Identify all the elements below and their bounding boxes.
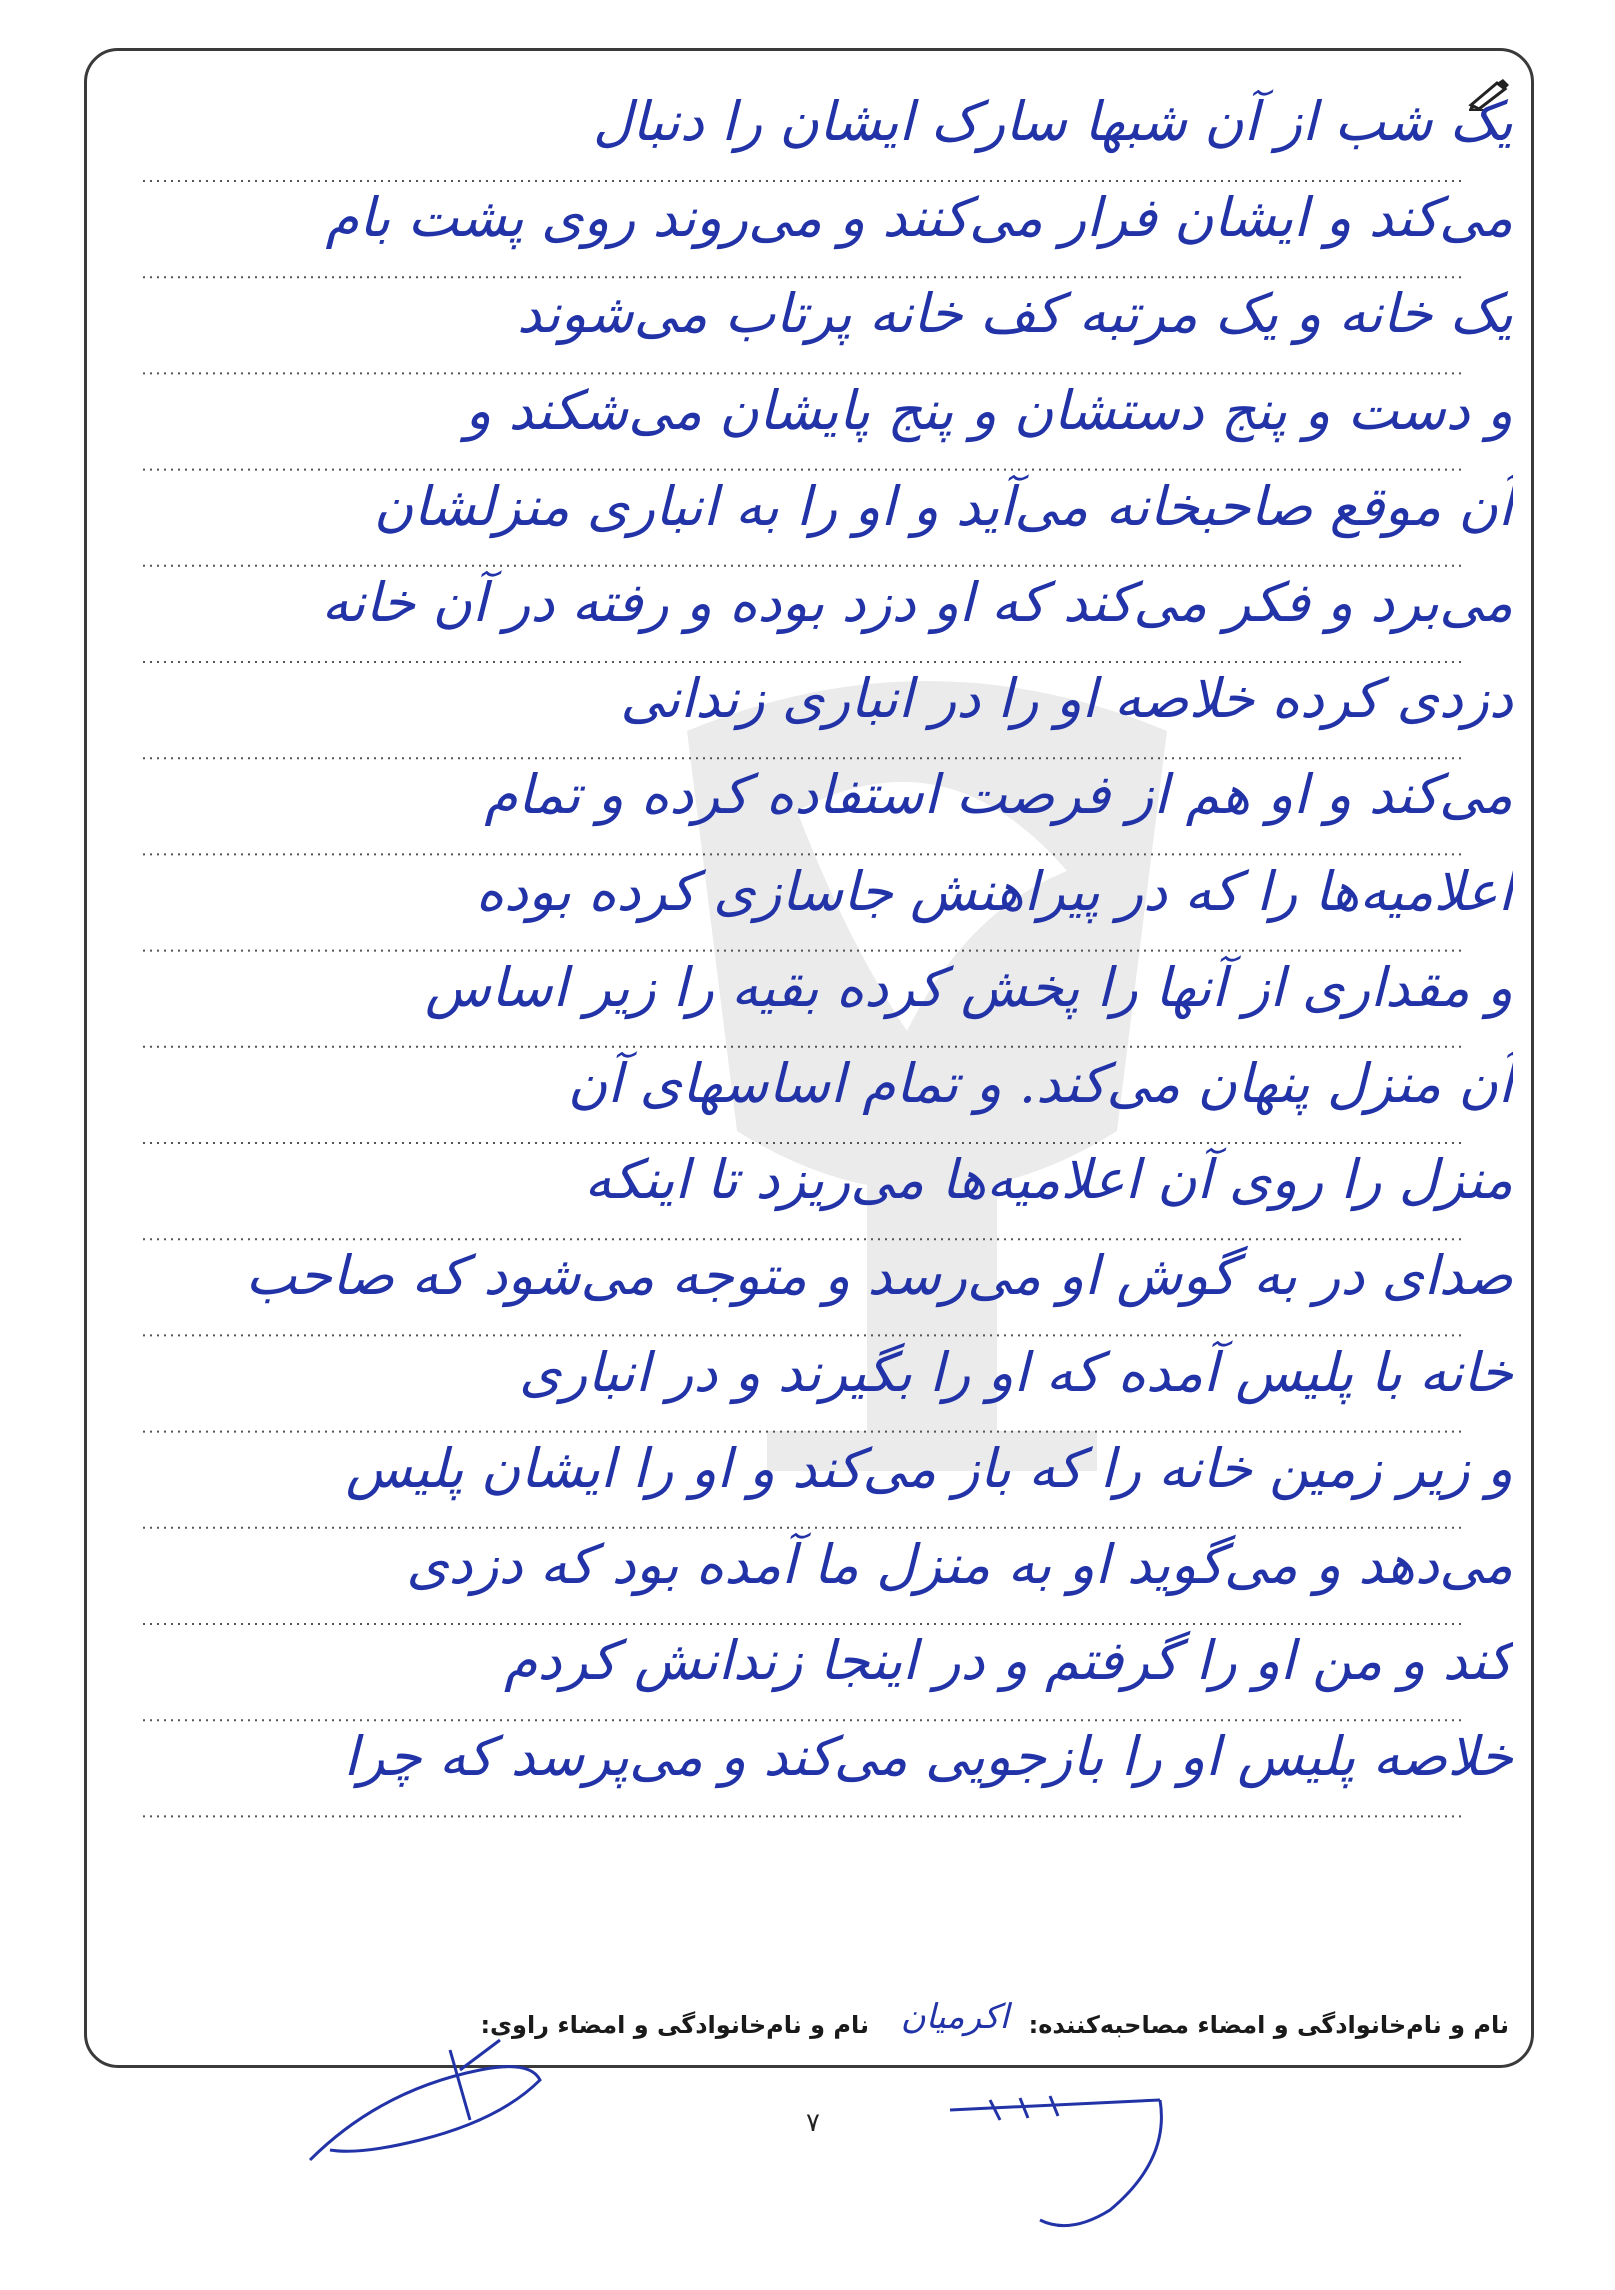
handwritten-line: می‌کند و ایشان فرار می‌کنند و می‌روند روی پشت بام <box>325 186 1513 250</box>
handwritten-line: دزدی کرده خلاصه او را در انباری زندانی <box>620 667 1513 731</box>
interviewer-name-label: نام و نام‌خانوادگی و امضاء مصاحبه‌کننده: <box>1028 2011 1509 2039</box>
form-frame <box>84 48 1534 2068</box>
handwritten-line: و زیر زمین خانه را که باز می‌کند و او را ایشان پلیس <box>345 1436 1513 1500</box>
handwritten-line: کند و من او را گرفتم و در اینجا زندانش کردم <box>504 1629 1513 1693</box>
narrator-name-label: نام و نام‌خانوادگی و امضاء راوی: <box>480 2011 869 2039</box>
handwritten-line: می‌کند و او هم از فرصت استفاده کرده و تمام <box>484 763 1513 827</box>
handwritten-line: خلاصه پلیس او را بازجویی می‌کند و می‌پرسد که چرا <box>343 1725 1513 1789</box>
handwritten-line: یک خانه و یک مرتبه کف خانه پرتاب می‌شوند <box>517 282 1513 346</box>
handwritten-line: و دست و پنج دستشان و پنج پایشان می‌شکند و <box>465 378 1513 442</box>
page-number: ۷ <box>806 2108 820 2138</box>
handwritten-line: می‌برد و فکر می‌کند که او دزد بوده و رفته در آن خانه <box>321 571 1513 634</box>
handwritten-line: منزل را روی آن اعلامیه‌ها می‌ریزد تا اینکه <box>584 1148 1513 1212</box>
handwritten-line: آن موقع صاحبخانه می‌آید و او را به انباری منزلشان <box>373 474 1513 538</box>
handwritten-line: اعلامیه‌ها را که در پیراهنش جاسازی کرده بوده <box>475 859 1513 923</box>
handwritten-line: آن منزل پنهان می‌کند. و تمام اساسهای آن <box>567 1052 1513 1115</box>
handwritten-line: یک شب از آن شبها سارک ایشان را دنبال <box>592 90 1513 153</box>
handwritten-line: می‌دهد و می‌گوید او به منزل ما آمده بود که دزدی <box>406 1533 1513 1596</box>
handwritten-line: و مقداری از آنها را پخش کرده بقیه را زیر اساس <box>425 955 1513 1019</box>
signature-footer <box>109 1997 1509 2057</box>
handwritten-line: صدای در به گوش او می‌رسد و متوجه می‌شود که صاحب <box>245 1244 1513 1308</box>
handwritten-line: خانه با پلیس آمده که او را بگیرند و در انباری <box>518 1340 1513 1404</box>
interviewer-signature-text: اکرمیان <box>900 1997 1009 2037</box>
interviewer-signature-icon <box>930 2060 1230 2240</box>
